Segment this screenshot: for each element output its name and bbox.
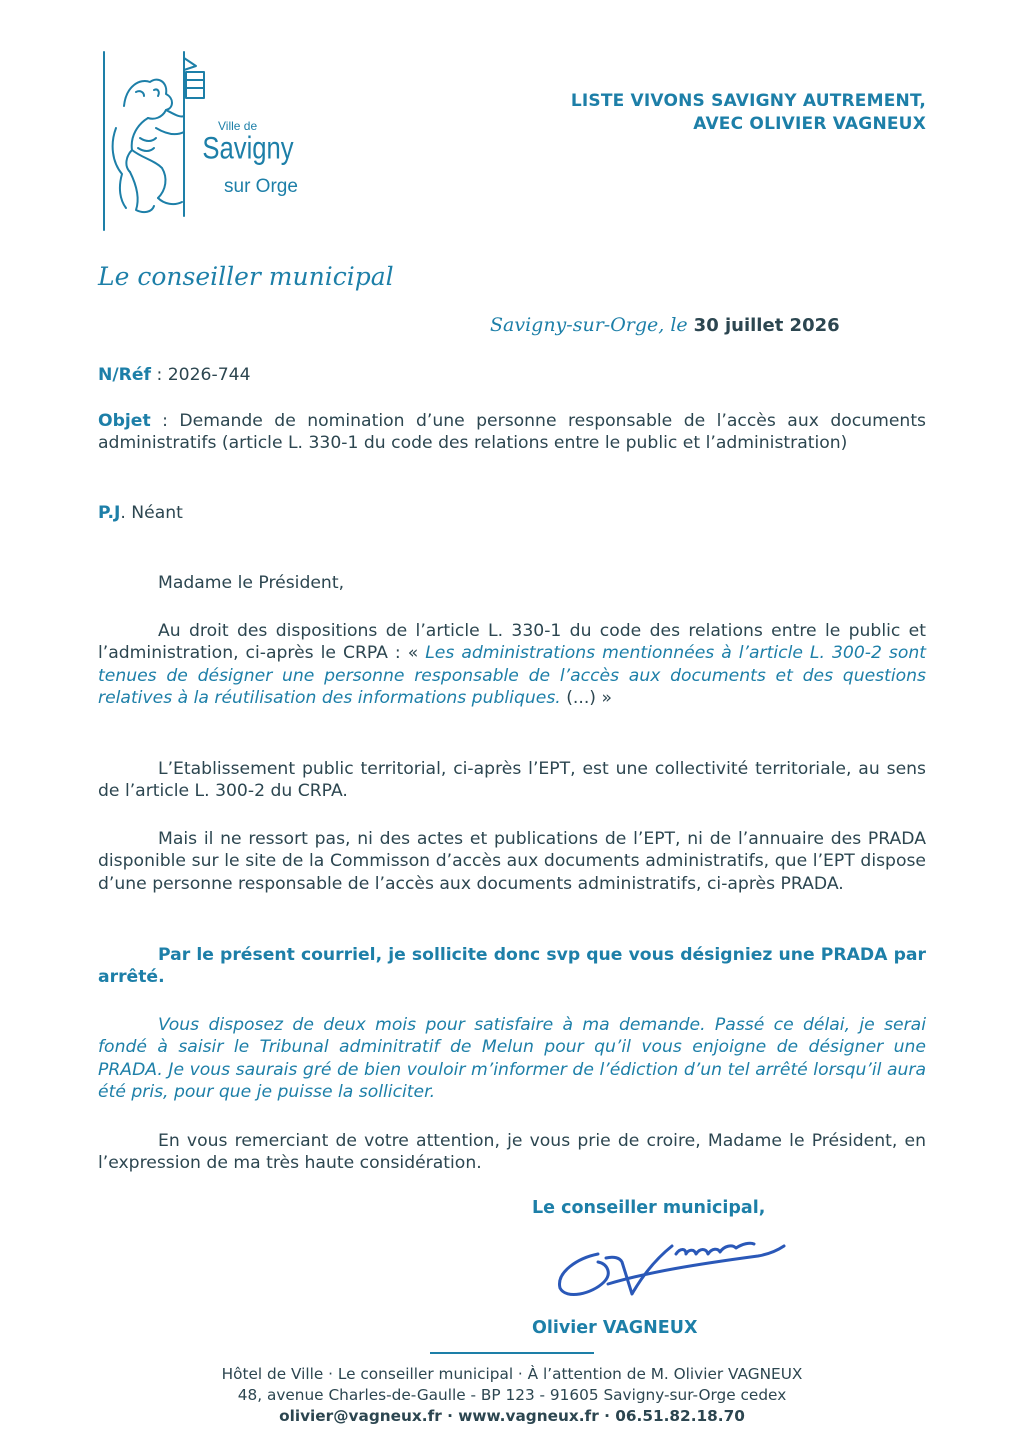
page-title: Le conseiller municipal — [98, 262, 394, 291]
footer-divider — [430, 1352, 594, 1354]
reference-label: N/Réf — [98, 365, 152, 385]
logo-line2: Savigny — [202, 131, 294, 167]
subject-label: Objet — [98, 411, 151, 431]
list-header-line1: LISTE VIVONS SAVIGNY AUTREMENT, — [570, 91, 926, 111]
city-logo — [96, 48, 306, 238]
reference-value: 2026-744 — [167, 365, 251, 385]
list-header — [571, 90, 926, 136]
reference-sep: : — [151, 365, 168, 385]
salutation: Madame le Président, — [158, 573, 345, 593]
reference-line — [98, 364, 926, 386]
paragraph-1-end: (...) » — [560, 688, 612, 709]
list-header-line2: AVEC OLIVIER VAGNEUX — [693, 114, 926, 134]
letter-date: 30 juillet 2026 — [693, 315, 840, 336]
footer-contact: olivier@vagneux.fr · www.vagneux.fr · 06.51.82.18.70 — [279, 1407, 745, 1425]
place: Savigny-sur-Orge, le — [490, 314, 688, 336]
footer-line1: Hôtel de Ville · Le conseiller municipal · À l’attention de M. Olivier VAGNEUX — [221, 1365, 803, 1383]
paragraph-6: En vous remerciant de votre attention, je vous prie de croire, Madame le Président, en l’expression de ma très haute considération. — [98, 1131, 926, 1174]
logo-line1: Ville de — [218, 119, 258, 133]
paragraph-1 — [98, 620, 926, 710]
logo-line3: sur Orge — [224, 176, 298, 197]
paragraph-5: Vous disposez de deux mois pour satisfaire à ma demande. Passé ce délai, je serai fondé à saisir le Tribunal adminitratif de Melun pour qu’il vous enjoigne de désigner une PRADA. Je vous saurais gré de bien vouloir m’informer de l’édiction d’un tel arrêté lorsqu’il aura été pris, pour que je puisse la solliciter. — [98, 1015, 926, 1103]
footer-line2: 48, avenue Charles-de-Gaulle - BP 123 - 91605 Savigny-sur-Orge cedex — [237, 1386, 787, 1404]
attachments-value: . Néant — [120, 503, 183, 523]
paragraph-2: L’Etablissement public territorial, ci-après l’EPT, est une collectivité territoriale, au sens de l’article L. 300-2 du CRPA. — [98, 759, 926, 802]
paragraph-1-quote: Les administrations mentionnées à l’article L. 300-2 sont tenues de désigner une personne responsable de l’accès aux documents et des questions relatives à la réutilisation des informations publiques. — [98, 643, 926, 709]
subject-line — [98, 410, 926, 455]
closing: Le conseiller municipal, — [532, 1198, 766, 1218]
paragraph-1-start: Au droit des dispositions de l’article L. 330-1 du code des relations entre le public et l’administration, ci-après le CRPA : « — [98, 621, 926, 664]
lion-emblem-icon — [96, 48, 306, 238]
handwritten-signature — [548, 1228, 788, 1303]
place-date — [490, 314, 840, 336]
subject-value: Demande de nomination d’une personne responsable de l’accès aux documents administratifs (article L. 330-1 du code des relations entre le public et l’administration) — [98, 411, 927, 454]
attachments-label: P.J — [98, 503, 121, 523]
subject-sep: : — [150, 411, 180, 431]
attachments-line — [98, 502, 926, 524]
paragraph-3: Mais il ne ressort pas, ni des actes et publications de l’EPT, ni de l’annuaire des PRADA disponible sur le site de la Commisson d’accès aux documents administratifs, que l’EPT dispose d’une personne responsable de l’accès aux documents administratifs, ci-après PRADA. — [98, 829, 926, 894]
paragraph-4-request: Par le présent courriel, je sollicite donc svp que vous désigniez une PRADA par arrêté. — [98, 945, 926, 988]
signatory-name: Olivier VAGNEUX — [532, 1318, 698, 1338]
